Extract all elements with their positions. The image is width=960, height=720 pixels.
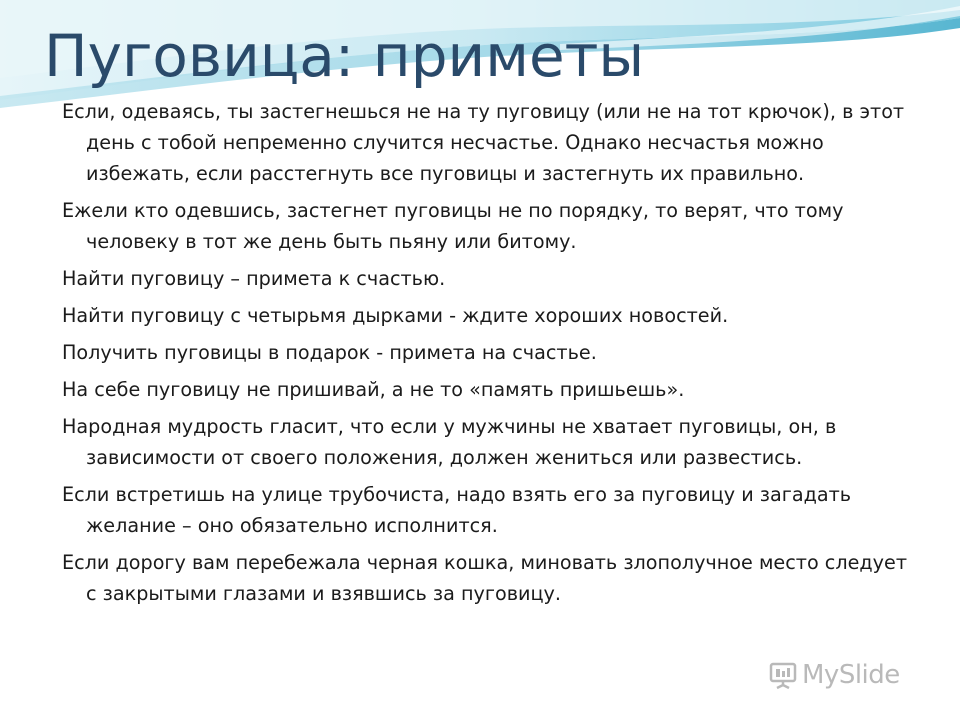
slide-title: Пуговица: приметы <box>44 22 645 90</box>
list-item: Если дорогу вам перебежала черная кошка, миновать злополучное место следует с закрытыми глазами и взявшись за пуговицу. <box>62 551 908 605</box>
list-item: Найти пуговицу – примета к счастью. <box>62 267 446 290</box>
watermark-text: MySlide <box>802 660 900 690</box>
list-item: Если встретишь на улице трубочиста, надо взять его за пуговицу и загадать желание – оно обязательно исполнится. <box>62 483 852 537</box>
list-item: Если, одеваясь, ты застегнешься не на ту пуговицу (или не на тот крючок), в этот день с тобой непременно случится несчастье. Однако несчастья можно избежать, если расстегнуть все пуговицы и застегнуть их правильно. <box>62 100 905 185</box>
list-item: Найти пуговицу с четырьмя дырками - ждите хороших новостей. <box>62 304 729 327</box>
list-item: Народная мудрость гласит, что если у мужчины не хватает пуговицы, он, в зависимости от своего положения, должен жениться или развестись. <box>62 415 837 469</box>
list-item: Получить пуговицы в подарок - примета на счастье. <box>62 341 597 364</box>
watermark-logo <box>768 658 900 692</box>
slide-body <box>62 96 922 615</box>
list-item: Ежели кто одевшись, застегнет пуговицы не по порядку, то верят, что тому человеку в тот же день быть пьяну или битому. <box>62 199 844 253</box>
presentation-board-icon <box>768 660 798 690</box>
list-item: На себе пуговицу не пришивай, а не то «память пришьешь». <box>62 378 685 401</box>
